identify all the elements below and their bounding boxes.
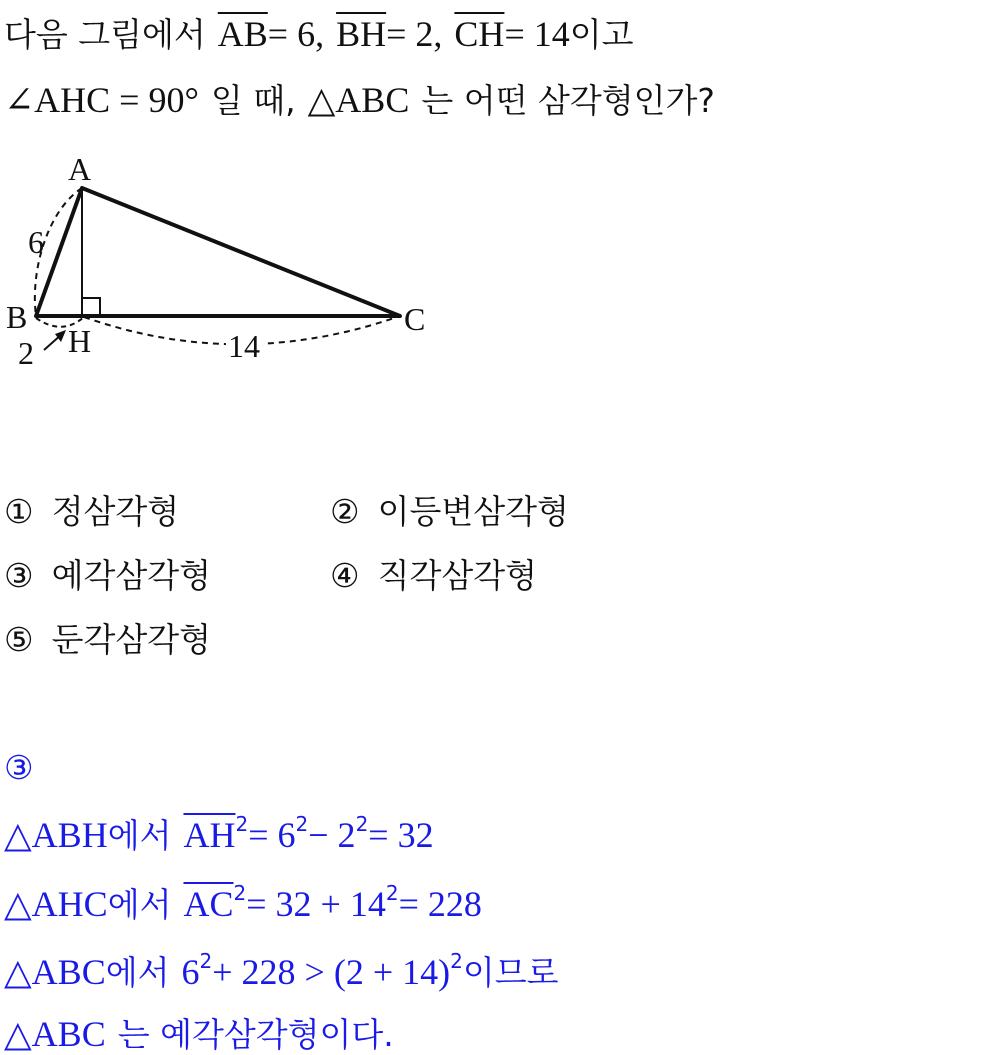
triangle-figure (0, 150, 470, 380)
exponent: 2 (385, 881, 399, 905)
math-term: 6 (181, 952, 200, 992)
solution-triangle: △ABH (4, 815, 108, 855)
choice-label: 예각삼각형 (51, 556, 211, 595)
math-term: − 2 (308, 815, 356, 855)
question-conjunction: 이고 (569, 15, 634, 54)
choice-2[interactable] (330, 492, 569, 532)
math-result: = 32 (368, 815, 434, 855)
choice-4[interactable] (330, 556, 537, 596)
segment-ab: $\overline{AB}$ (217, 14, 268, 54)
exponent: 2 (295, 812, 309, 836)
choice-number: ⑤ (4, 620, 34, 659)
exponent: 2 (355, 812, 369, 836)
label-c: C (404, 301, 426, 337)
label-h: H (68, 323, 92, 359)
solution-line-1 (4, 812, 434, 856)
arrow-head-icon (55, 330, 66, 342)
segment-ac: $\overline{AC}$ (183, 884, 234, 924)
question-ask: 는 어떤 삼각형인가? (421, 81, 715, 120)
math-term: = 32 + 14 (246, 884, 386, 924)
solution-word: 에서 (105, 953, 170, 992)
choice-number: ③ (4, 556, 34, 595)
math-term: = 6 (248, 815, 296, 855)
choice-number: ② (330, 492, 360, 531)
bh-value: = 2, (386, 14, 443, 54)
question-condition: 일 때, (210, 81, 296, 120)
choice-label: 직각삼각형 (377, 556, 537, 595)
choice-label: 이등변삼각형 (377, 492, 569, 531)
label-length-hc: 14 (228, 328, 260, 364)
choice-number: ① (4, 492, 34, 531)
choice-number: ④ (330, 556, 360, 595)
choice-3[interactable] (4, 556, 211, 596)
exponent: 2 (235, 812, 249, 836)
math-result: = 228 (398, 884, 482, 924)
angle-expression: ∠AHC = 90° (4, 80, 199, 120)
question-line-2 (4, 80, 715, 121)
choice-label: 둔각삼각형 (51, 620, 211, 659)
exponent: 2 (199, 949, 213, 973)
question-prefix: 다음 그림에서 (4, 15, 206, 54)
segment-ch: $\overline{CH}$ (454, 14, 505, 54)
triangle-abc-shape (36, 188, 400, 316)
solution-triangle: △AHC (4, 884, 108, 924)
solution-word: 에서 (107, 816, 172, 855)
question-line-1 (4, 14, 634, 55)
ab-value: = 6, (267, 14, 325, 54)
solution-line-2 (4, 881, 482, 925)
choice-1[interactable] (4, 492, 179, 532)
label-length-bh: 2 (18, 335, 34, 371)
solution-conclusion: 는 예각삼각형이다. (117, 1015, 394, 1054)
exponent: 2 (450, 949, 463, 973)
solution-line-4 (4, 1014, 394, 1055)
choice-5[interactable] (4, 620, 211, 660)
solution-line-3 (4, 949, 559, 993)
math-term: + 228 > (2 + 14) (212, 952, 451, 992)
choice-label: 정삼각형 (51, 492, 180, 531)
solution-triangle: △ABC (4, 1014, 106, 1054)
exponent: 2 (233, 881, 247, 905)
solution-answer: ③ (4, 748, 34, 787)
solution-word: 에서 (107, 885, 172, 924)
label-length-ab: 6 (28, 224, 44, 260)
solution-conjunction: 이므로 (462, 953, 559, 992)
ch-value: = 14 (504, 14, 570, 54)
right-angle-mark (82, 298, 100, 316)
label-b: B (6, 299, 28, 335)
triangle-abc: △ABC (307, 80, 410, 120)
segment-ah: $\overline{AH}$ (183, 815, 236, 855)
segment-bh: $\overline{BH}$ (336, 14, 387, 54)
solution-triangle: △ABC (4, 952, 106, 992)
label-a: A (68, 151, 92, 187)
